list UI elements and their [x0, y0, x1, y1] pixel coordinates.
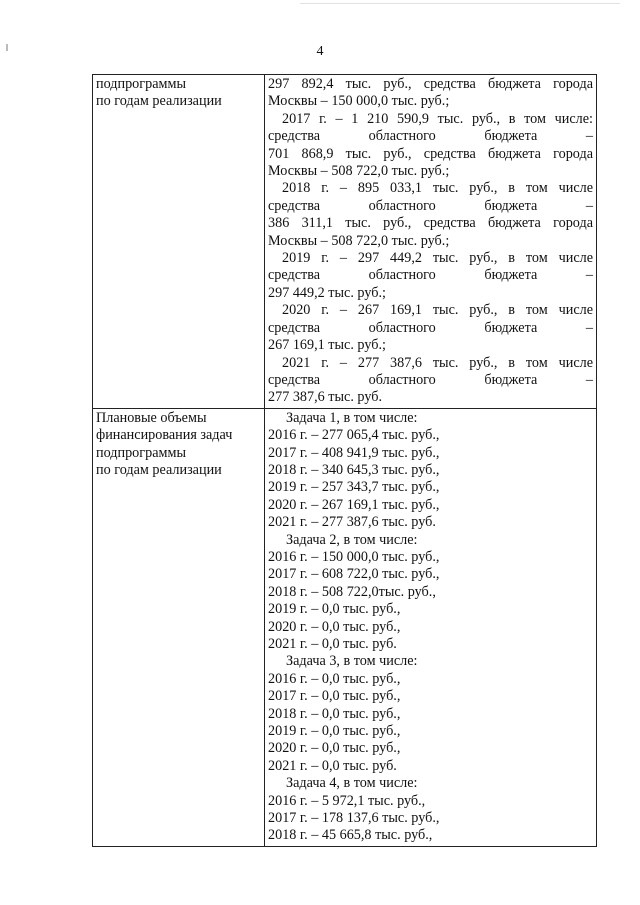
- row-value-line: 2019 г. – 297 449,2 тыс. руб., в том числе: [282, 250, 593, 267]
- row-value-line: средства областного бюджета –: [268, 128, 593, 145]
- row-value-line: средства областного бюджета –: [268, 197, 593, 214]
- row-label-line: финансирования задач: [96, 427, 233, 444]
- row-value-line: средства областного бюджета –: [268, 267, 593, 284]
- row-value-line: 2020 г. – 0,0 тыс. руб.,: [268, 740, 401, 757]
- row-value-line: средства областного бюджета –: [268, 319, 593, 336]
- row-value-line: 701 868,9 тыс. руб., средства бюджета города: [268, 145, 593, 162]
- row-value-line: Задача 2, в том числе:: [286, 531, 418, 548]
- row-value-line: 297 892,4 тыс. руб., средства бюджета города: [268, 76, 593, 92]
- table-row: [93, 408, 597, 846]
- row-value-line: 2017 г. – 178 137,6 тыс. руб.,: [268, 810, 440, 827]
- row-label-line: Плановые объемы: [96, 409, 207, 426]
- row-value-line: Москвы – 508 722,0 тыс. руб.;: [268, 232, 450, 249]
- row-value-line: 386 311,1 тыс. руб., средства бюджета города: [268, 215, 593, 232]
- row-value-line: 2016 г. – 5 972,1 тыс. руб.,: [268, 792, 426, 809]
- row-label-cell: [93, 75, 265, 409]
- table-row: [93, 75, 597, 409]
- row-value-cell: [265, 408, 597, 846]
- row-value-line: 2016 г. – 277 065,4 тыс. руб.,: [268, 427, 440, 444]
- financing-table: [92, 74, 597, 847]
- row-value-line: Задача 4, в том числе:: [286, 775, 418, 792]
- row-value-line: 2019 г. – 0,0 тыс. руб.,: [268, 601, 401, 618]
- row-value-line: 2019 г. – 0,0 тыс. руб.,: [268, 723, 401, 740]
- row-label-line: по годам реализации: [96, 93, 222, 110]
- row-value-line: 2017 г. – 0,0 тыс. руб.,: [268, 688, 401, 705]
- row-value-line: 2019 г. – 257 343,7 тыс. руб.,: [268, 479, 440, 496]
- row-value-line: 2018 г. – 340 645,3 тыс. руб.,: [268, 461, 440, 478]
- row-value-line: 2018 г. – 895 033,1 тыс. руб., в том числе: [282, 180, 593, 197]
- row-value-line: 277 387,6 тыс. руб.: [268, 389, 382, 406]
- row-value-line: 2017 г. – 408 941,9 тыс. руб.,: [268, 444, 440, 461]
- row-value-line: 267 169,1 тыс. руб.;: [268, 337, 386, 354]
- row-value-cell: [265, 75, 597, 409]
- row-label-cell: [93, 408, 265, 846]
- scan-artifact-top: [300, 3, 620, 4]
- row-value-line: 2021 г. – 0,0 тыс. руб.: [268, 636, 397, 652]
- table-body: [93, 75, 597, 847]
- page-number: 4: [316, 44, 324, 59]
- row-value-line: 297 449,2 тыс. руб.;: [268, 284, 386, 301]
- row-label-line: по годам реализации: [96, 461, 222, 478]
- row-value-line: 2020 г. – 267 169,1 тыс. руб., в том числе: [282, 302, 593, 319]
- row-value-line: Москвы – 150 000,0 тыс. руб.;: [268, 93, 450, 110]
- row-value-line: Задача 1, в том числе:: [286, 409, 418, 426]
- row-value-line: 2021 г. – 277 387,6 тыс. руб.: [268, 514, 436, 531]
- row-value-line: 2017 г. – 608 722,0 тыс. руб.,: [268, 566, 440, 583]
- row-label-line: подпрограммы: [96, 76, 186, 92]
- row-value-line: Москвы – 508 722,0 тыс. руб.;: [268, 163, 450, 180]
- row-value-line: 2020 г. – 267 169,1 тыс. руб.,: [268, 496, 440, 513]
- row-value-line: 2018 г. – 45 665,8 тыс. руб.,: [268, 827, 433, 844]
- row-value-line: 2020 г. – 0,0 тыс. руб.,: [268, 618, 401, 635]
- row-value-line: 2016 г. – 150 000,0 тыс. руб.,: [268, 548, 440, 565]
- row-value-line: 2016 г. – 0,0 тыс. руб.,: [268, 670, 401, 687]
- row-label-line: подпрограммы: [96, 444, 186, 461]
- row-value-line: средства областного бюджета –: [268, 371, 593, 388]
- row-value-line: Задача 3, в том числе:: [286, 653, 418, 670]
- row-value-line: 2021 г. – 277 387,6 тыс. руб., в том числе: [282, 354, 593, 371]
- row-value-line: 2017 г. – 1 210 590,9 тыс. руб., в том числе:: [282, 110, 593, 127]
- row-value-line: 2018 г. – 0,0 тыс. руб.,: [268, 705, 401, 722]
- row-value-line: 2021 г. – 0,0 тыс. руб.: [268, 757, 397, 774]
- row-value-line: 2018 г. – 508 722,0тыс. руб.,: [268, 583, 436, 600]
